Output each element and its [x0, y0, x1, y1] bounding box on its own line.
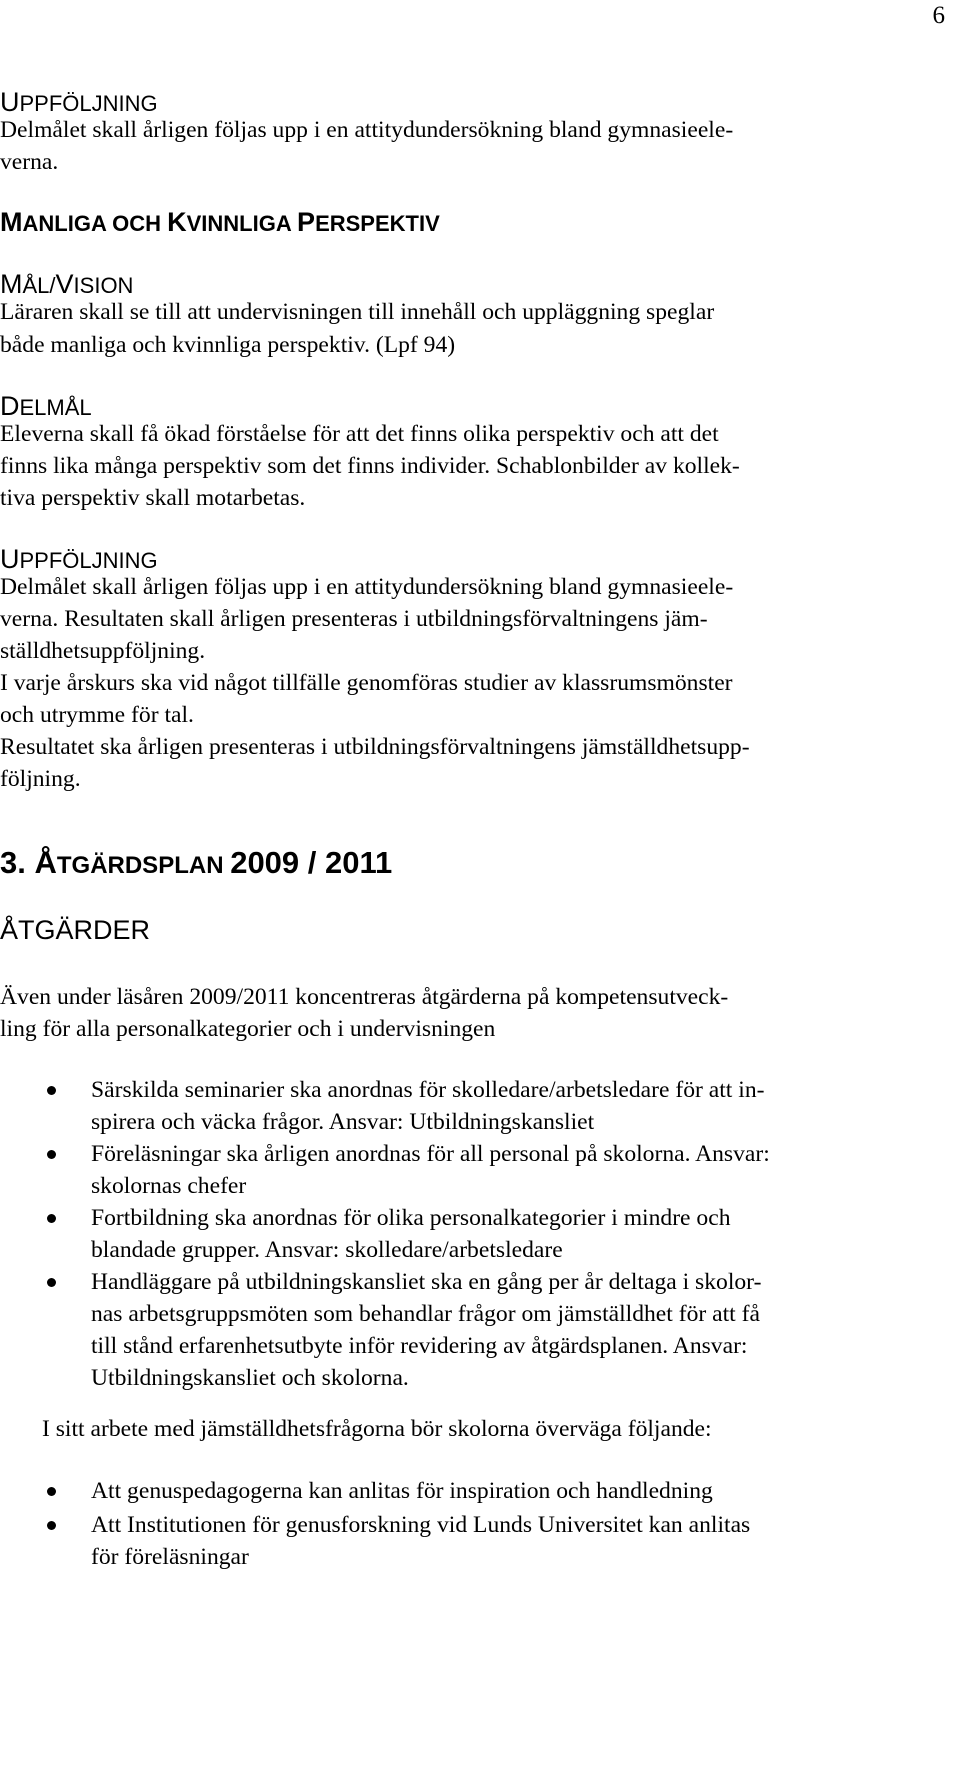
- list-item-line: Fortbildning ska anordnas för olika personalkategorier i mindre och: [91, 1205, 731, 1231]
- paragraph-line: Eleverna skall få ökad förståelse för att det finns olika perspektiv och att det: [0, 421, 719, 447]
- paragraph-line: Resultatet ska årligen presenteras i utbildningsförvaltningens jämställdhetsupp-: [0, 734, 750, 760]
- list-item-line: Särskilda seminarier ska anordnas för skolledare/arbetsledare för att in-: [91, 1077, 765, 1103]
- paragraph-line: Även under läsåren 2009/2011 koncentreras åtgärderna på kompetensutveck-: [0, 984, 729, 1010]
- bullet-icon: [47, 1278, 56, 1287]
- heading-atgarder: ÅTGÄRDER: [0, 915, 151, 945]
- heading-mal-vision: MÅL/VISION: [0, 269, 134, 299]
- paragraph-line: tiva perspektiv skall motarbetas.: [0, 485, 306, 511]
- heading-uppfoljning-1: UPPFÖLJNING: [0, 87, 158, 117]
- heading-uppfoljning-2: UPPFÖLJNING: [0, 544, 158, 574]
- paragraph-line: ling för alla personalkategorier och i undervisningen: [0, 1016, 496, 1042]
- paragraph-line: verna.: [0, 149, 59, 175]
- paragraph-line: ställdhetsuppföljning.: [0, 638, 206, 664]
- paragraph-line: Delmålet skall årligen följas upp i en attitydundersökning bland gymnasieele-: [0, 574, 734, 600]
- paragraph-line: följning.: [0, 766, 81, 792]
- bullet-icon: [47, 1487, 56, 1496]
- list-item-line: skolornas chefer: [91, 1173, 247, 1199]
- paragraph-line: verna. Resultaten skall årligen presenteras i utbildningsförvaltningens jäm-: [0, 606, 708, 632]
- heading-manliga-kvinnliga: MANLIGA OCH KVINNLIGA PERSPEKTIV: [0, 207, 440, 237]
- paragraph-line: både manliga och kvinnliga perspektiv. (Lpf 94): [0, 332, 456, 358]
- list-item-line: spirera och väcka frågor. Ansvar: Utbildningskansliet: [91, 1109, 595, 1135]
- paragraph-line: I varje årskurs ska vid något tillfälle genomföras studier av klassrumsmönster: [0, 670, 733, 696]
- list-item-line: till stånd erfarenhetsutbyte inför revidering av åtgärdsplanen. Ansvar:: [91, 1333, 748, 1359]
- heading-atgardsplan: 3. ÅTGÄRDSPLAN 2009 / 2011: [0, 845, 393, 880]
- bullet-icon: [47, 1214, 56, 1223]
- paragraph-line: I sitt arbete med jämställdhetsfrågorna bör skolorna överväga följande:: [42, 1416, 712, 1442]
- list-item-line: Att genuspedagogerna kan anlitas för inspiration och handledning: [91, 1478, 713, 1504]
- list-item-line: Föreläsningar ska årligen anordnas för all personal på skolorna. Ansvar:: [91, 1141, 770, 1167]
- bullet-icon: [47, 1086, 56, 1095]
- bullet-icon: [47, 1521, 56, 1530]
- list-item-line: Handläggare på utbildningskansliet ska en gång per år deltaga i skolor-: [91, 1269, 762, 1295]
- list-item-line: blandade grupper. Ansvar: skolledare/arbetsledare: [91, 1237, 563, 1263]
- list-item-line: Utbildningskansliet och skolorna.: [91, 1365, 409, 1391]
- paragraph-line: Läraren skall se till att undervisningen till innehåll och uppläggning speglar: [0, 299, 715, 325]
- heading-delmal: DELMÅL: [0, 391, 92, 421]
- page-number: 6: [932, 2, 945, 29]
- bullet-icon: [47, 1150, 56, 1159]
- paragraph-line: finns lika många perspektiv som det finns individer. Schablonbilder av kollek-: [0, 453, 740, 479]
- list-item-line: för föreläsningar: [91, 1544, 249, 1570]
- paragraph-line: Delmålet skall årligen följas upp i en attitydundersökning bland gymnasieele-: [0, 117, 734, 143]
- list-item-line: nas arbetsgruppsmöten som behandlar frågor om jämställdhet för att få: [91, 1301, 760, 1327]
- list-item-line: Att Institutionen för genusforskning vid Lunds Universitet kan anlitas: [91, 1512, 751, 1538]
- paragraph-line: och utrymme för tal.: [0, 702, 194, 728]
